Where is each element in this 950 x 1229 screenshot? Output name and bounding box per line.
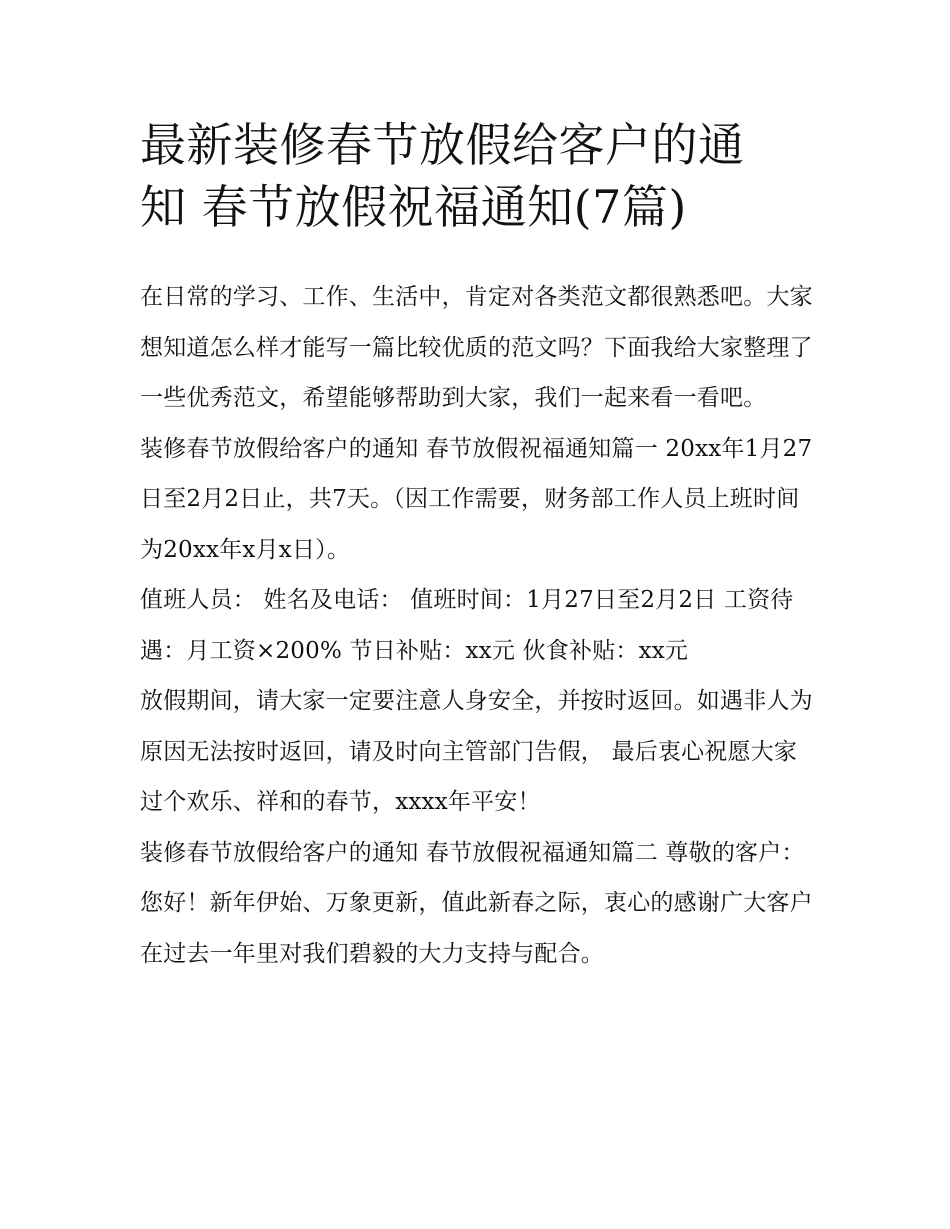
paragraph-safety: 放假期间，请大家一定要注意人身安全，并按时返回。如遇非人为原因无法按时返回，请及时向主管部门告假， 最后衷心祝愿大家过个欢乐、祥和的春节，xxxx年平安！ [140, 688, 813, 815]
document-title [140, 114, 818, 238]
paragraph-greeting: 您好！新年伊始、万象更新，值此新春之际，衷心的感谢广大客户在过去一年里对我们碧毅的大力支持与配合。 [140, 890, 813, 967]
document-page [140, 114, 818, 979]
paragraph-intro: 在日常的学习、工作、生活中，肯定对各类范文都很熟悉吧。大家想知道怎么样才能写一篇比较优质的范文吗？下面我给大家整理了一些优秀范文，希望能够帮助到大家，我们一起来看一看吧。 [140, 284, 813, 411]
title-line-1: 最新装修春节放假给客户的通 [140, 118, 745, 172]
paragraph-duty-info: 值班人员： 姓名及电话： 值班时间：1月27日至2月2日 工资待遇：月工资×200% 节日补贴：xx元 伙食补贴：xx元 [140, 587, 794, 664]
paragraph-notice-two: 装修春节放假给客户的通知 春节放假祝福通知篇二 尊敬的客户： [140, 839, 805, 866]
document-body [140, 272, 818, 979]
title-line-2: 知 春节放假祝福通知(7篇) [140, 180, 687, 234]
paragraph-notice-one: 装修春节放假给客户的通知 春节放假祝福通知篇一 20xx年1月27日至2月2日止，共7天。（因工作需要，财务部工作人员上班时间为20xx年x月x日）。 [140, 435, 813, 563]
